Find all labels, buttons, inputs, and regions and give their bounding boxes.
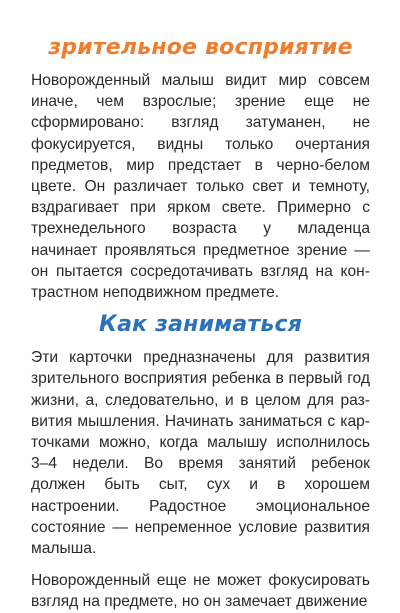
section-heading-how-to-practice: Как заниматься — [98, 312, 303, 338]
paragraph-how-to-practice: Эти карточки предназначены для развития зрительного восприятия ребенка в первый год жизни, а, следовательно, и в целом для развития мышления. Начинать заниматься с карточками можно, когда малышу исполнилось 3–4 недели. Во время занятий ребенок должен быть сыт, сух и в хорошем настроении. Радостное эмоциональное состояние — непременное условие развития малыша. — [31, 349, 370, 558]
paragraph-newborn-focus: Новорожденный еще не может фокусировать взгляд на предмете, но он замечает движение — [31, 572, 370, 611]
section-heading-visual-perception: зрительное восприятие — [48, 35, 353, 60]
paragraph-visual-perception: Новорожденный малыш видит мир совсем иначе, чем взрослые; зрение еще не сформировано: взгляд затуманен, не фокусируется, видны только очертания предметов, мир предстает в черно-белом цвете. Он различает только свет и темноту, вздрагивает при ярком свете. Примерно с трехнедельного возраста у младенца начинает проявляться предметное зрение — он пытается сосредотачивать взгляд на контрастном неподвижном предмете. — [31, 72, 370, 302]
